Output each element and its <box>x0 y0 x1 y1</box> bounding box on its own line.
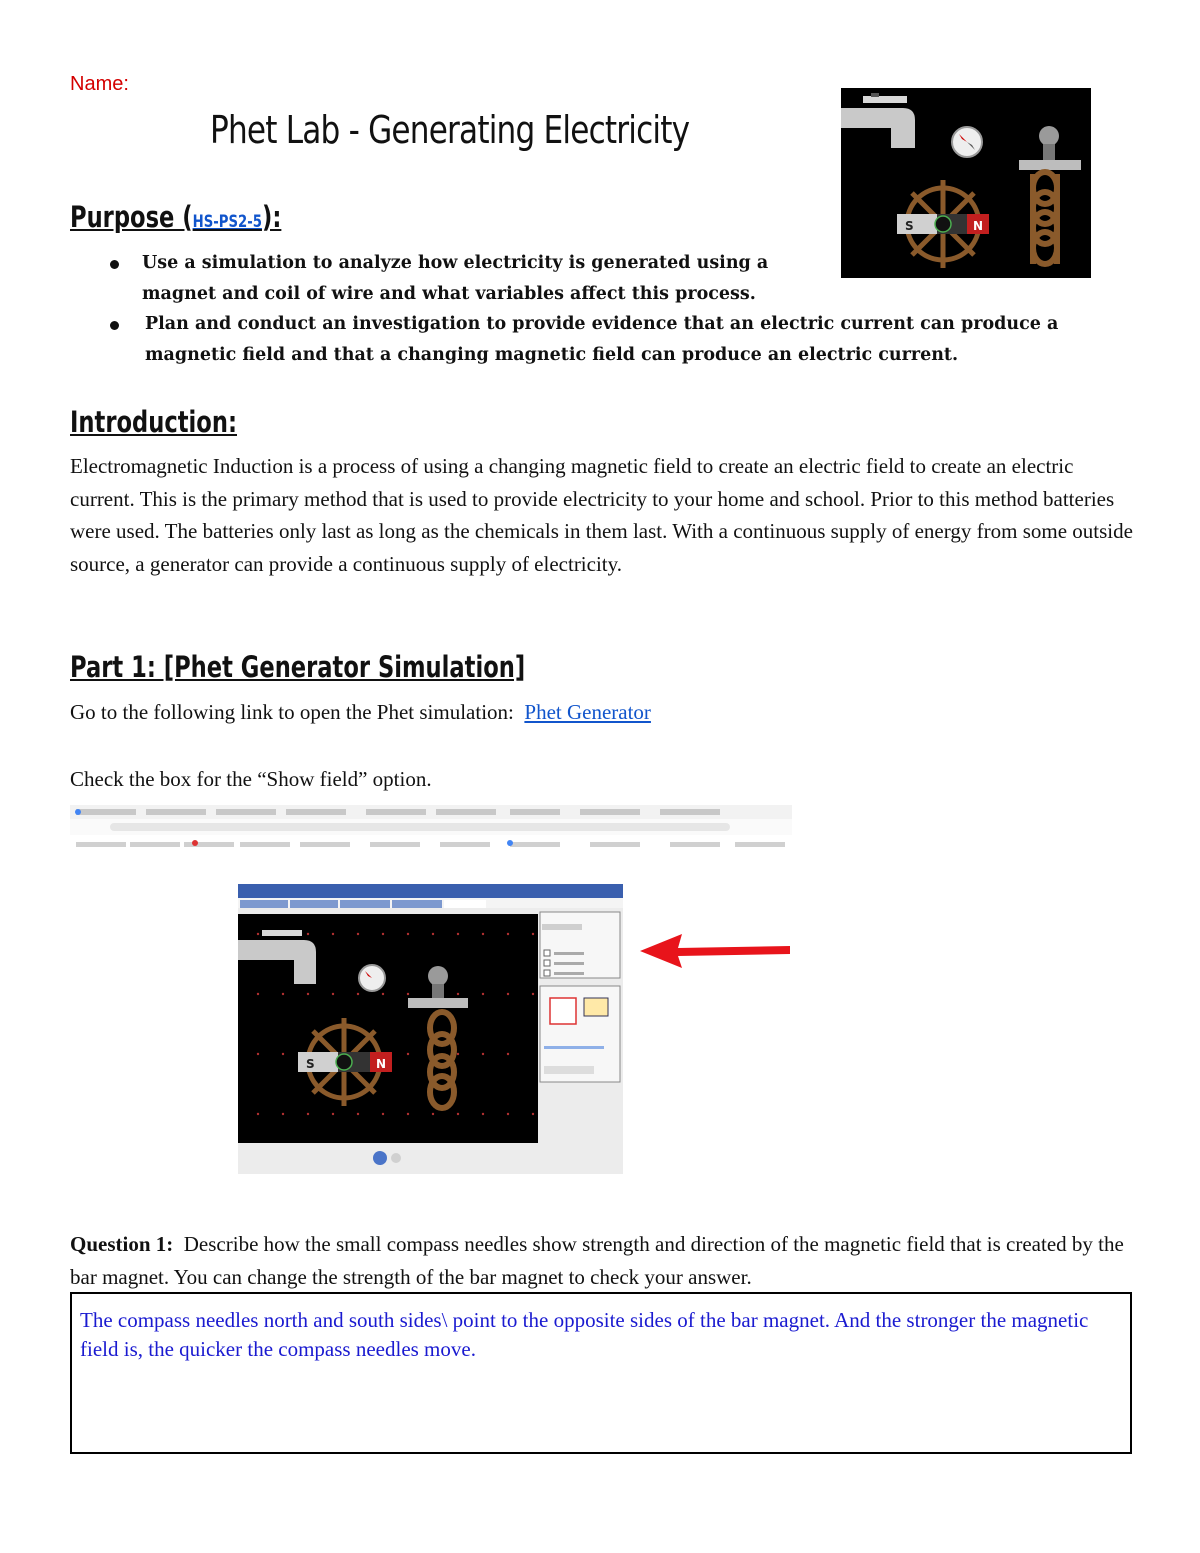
step-icon <box>391 1153 401 1163</box>
page-title: Phet Lab - Generating Electricity <box>210 108 690 152</box>
purpose-bullet-2: Plan and conduct an investigation to provide evidence that an electric current can produce a magnetic field and that a changing magnetic field can produce an electric current. <box>70 309 1070 370</box>
question1-text: Describe how the small compass needles show strength and direction of the magnetic field that is created by the bar magnet. You can change the strength of the bar magnet to check your answer. <box>70 1232 1124 1289</box>
part1-link-line <box>70 696 1070 729</box>
standard-link[interactable]: HS-PS2-5 <box>192 212 262 232</box>
simulation-tabs <box>240 900 486 908</box>
compass-icon <box>952 127 982 157</box>
part1-link-instruction: Go to the following link to open the Phet simulation: <box>70 700 514 724</box>
introduction-heading: Introduction: <box>70 405 237 439</box>
question1-label: Question 1: <box>70 1232 174 1256</box>
bar-magnet <box>298 1052 392 1072</box>
question1-answer[interactable]: The compass needles north and south sides\ point to the opposite sides of the bar magnet. And the stronger the magnetic field is, the quicker the compass needles move. <box>80 1308 1089 1361</box>
bullet-icon <box>110 260 119 269</box>
purpose-heading <box>70 200 281 234</box>
part1-heading: Part 1: [Phet Generator Simulation] <box>70 650 526 684</box>
magnet-north-label-small: N <box>376 1057 387 1071</box>
magnet-south-label: S <box>905 219 914 233</box>
compass-icon <box>359 965 385 991</box>
bullet-icon <box>110 321 119 330</box>
bar-magnet <box>897 214 989 234</box>
answer-box[interactable] <box>70 1292 1132 1454</box>
part1-instruction: Check the box for the “Show field” option. <box>70 767 432 791</box>
purpose-heading-suffix: ): <box>261 200 282 234</box>
play-pause-icon <box>373 1151 387 1165</box>
magnet-north-label: N <box>973 219 984 233</box>
question1 <box>70 1228 1135 1293</box>
purpose-bullet-1: Use a simulation to analyze how electricity is generated using a magnet and coil of wire and what variables affect this process. <box>70 248 842 309</box>
control-panel <box>540 912 620 1082</box>
phet-generator-link[interactable]: Phet Generator <box>524 700 651 724</box>
browser-screenshot <box>70 805 792 853</box>
magnet-south-label-small: S <box>306 1057 315 1071</box>
introduction-text: Electromagnetic Induction is a process of using a changing magnetic field to create an electric field to create an electric current. This is the primary method that is used to provide electricity to your home and school. Prior to this method batteries were used. The batteries only last as long as the chemicals in them last. With a continuous supply of energy from some outside source, a generator can provide a continuous supply of electricity. <box>70 454 1133 576</box>
name-label: Name: <box>70 73 129 95</box>
generator-simulation-screenshot <box>238 884 623 1174</box>
purpose-heading-text: Purpose ( <box>70 200 193 234</box>
purpose-list <box>70 248 1070 370</box>
red-arrow-icon <box>638 930 794 972</box>
